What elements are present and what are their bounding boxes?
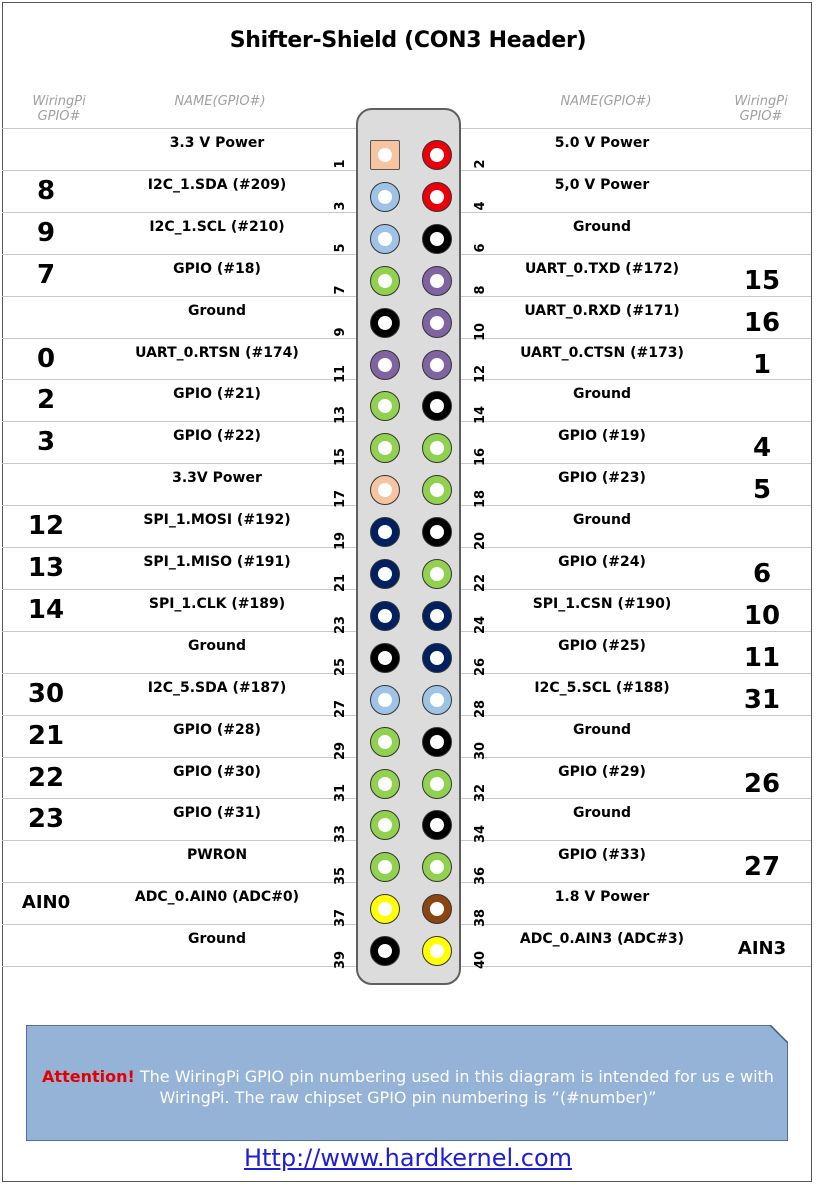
pin-27-contact [370, 685, 400, 715]
pin-39-number: 39 [333, 951, 348, 970]
col-header-name-right: NAME(GPIO#) [560, 94, 652, 109]
diagram-title: Shifter-Shield (CON3 Header) [229, 28, 587, 53]
pin-3-contact [370, 182, 400, 212]
pin-14-number: 14 [473, 406, 488, 425]
pin-29-number: 29 [333, 741, 348, 760]
pin-17-contact [370, 475, 400, 505]
pin-31-contact [370, 769, 400, 799]
pin-26-name: GPIO (#25) [558, 637, 646, 654]
pin-21-contact [370, 559, 400, 589]
pin-40-name: ADC_0.AIN3 (ADC#3) [519, 931, 685, 948]
pin-20-name: Ground [573, 512, 631, 529]
pin-6-number: 6 [473, 243, 488, 253]
pin-2-contact [422, 140, 452, 170]
pin-29-contact [370, 727, 400, 757]
pin-36-number: 36 [473, 867, 488, 886]
pin-7-number: 7 [333, 285, 348, 295]
pin-12-wiringpi: 1 [752, 349, 772, 380]
pin-37-name: ADC_0.AIN0 (ADC#0) [134, 889, 300, 906]
pin-26-wiringpi: 11 [743, 642, 781, 673]
pin-19-contact [370, 517, 400, 547]
pin-19-number: 19 [333, 532, 348, 551]
pin-25-number: 25 [333, 657, 348, 676]
pin-33-name: GPIO (#31) [173, 805, 261, 822]
pin-36-name: GPIO (#33) [558, 847, 646, 864]
pin-28-contact [422, 685, 452, 715]
pin-26-number: 26 [473, 657, 488, 676]
pin-14-name: Ground [573, 386, 631, 403]
pin-19-wiringpi: 12 [27, 511, 65, 542]
pin-24-wiringpi: 10 [743, 600, 781, 631]
pin-2-number: 2 [473, 159, 488, 169]
pin-31-name: GPIO (#30) [173, 763, 261, 780]
pin-9-name: Ground [188, 302, 246, 319]
pin-11-name: UART_0.RTSN (#174) [135, 344, 299, 361]
pin-27-name: I2C_5.SDA (#187) [147, 679, 287, 696]
pin-7-name: GPIO (#18) [173, 260, 261, 277]
pin-1-number: 1 [333, 159, 348, 169]
pin-29-wiringpi: 21 [27, 720, 65, 751]
pin-18-name: GPIO (#23) [558, 470, 646, 487]
attention-label: Attention! [42, 1067, 135, 1086]
pin-40-contact [422, 936, 452, 966]
pin-16-wiringpi: 4 [752, 433, 772, 464]
pin-21-wiringpi: 13 [27, 553, 65, 583]
pin-11-contact [370, 350, 400, 380]
pin-40-number: 40 [473, 951, 488, 970]
pin-35-number: 35 [333, 867, 348, 886]
pin-22-number: 22 [473, 573, 488, 593]
pin-12-contact [422, 350, 452, 380]
pin-30-contact [422, 727, 452, 757]
pin-8-wiringpi: 15 [743, 265, 781, 296]
pin-18-number: 18 [473, 490, 488, 509]
pin-40-wiringpi: AIN3 [737, 938, 787, 960]
pin-10-name: UART_0.RXD (#171) [524, 302, 680, 319]
pin-9-contact [370, 308, 400, 338]
pin-29-name: GPIO (#28) [173, 721, 261, 738]
pin-27-wiringpi: 30 [27, 678, 65, 709]
pin-22-contact [422, 559, 452, 589]
pin-4-number: 4 [473, 201, 488, 211]
pin-33-number: 33 [333, 825, 348, 844]
pin-19-name: SPI_1.MOSI (#192) [143, 512, 291, 529]
pin-20-contact [422, 517, 452, 547]
pin-28-wiringpi: 31 [743, 684, 781, 715]
pin-13-name: GPIO (#21) [173, 386, 261, 403]
pin-24-contact [422, 601, 452, 631]
pin-10-number: 10 [473, 322, 488, 341]
hardkernel-link[interactable]: Http://www.hardkernel.com [243, 1144, 573, 1172]
pin-32-wiringpi: 26 [743, 768, 781, 799]
pin-23-wiringpi: 14 [27, 594, 65, 625]
pin-7-wiringpi: 7 [36, 259, 56, 290]
pin-5-name: I2C_1.SCL (#210) [149, 218, 285, 235]
pin-11-number: 11 [333, 364, 348, 383]
pin-30-name: Ground [573, 721, 631, 738]
pin-25-name: Ground [188, 637, 246, 654]
pin-4-contact [422, 182, 452, 212]
attention-text: The WiringPi GPIO pin numbering used in this diagram is intended for us e with WiringPi. The raw chipset GPIO pin numbering is “(#number)” [134, 1067, 774, 1107]
pin-24-number: 24 [473, 615, 488, 634]
pin-36-wiringpi: 27 [743, 852, 781, 883]
pin-34-number: 34 [473, 825, 488, 844]
pin-1-contact [370, 140, 400, 170]
pin-21-number: 21 [333, 573, 348, 593]
pin-37-wiringpi: AIN0 [21, 892, 71, 914]
pin-20-number: 20 [473, 532, 488, 551]
col-header-name-left: NAME(GPIO#) [174, 94, 266, 109]
pin-39-contact [370, 936, 400, 966]
pin-8-contact [422, 266, 452, 296]
pin-13-number: 13 [333, 406, 348, 425]
pin-17-name: 3.3V Power [172, 470, 262, 487]
pin-21-name: SPI_1.MISO (#191) [143, 554, 291, 570]
pin-34-name: Ground [573, 805, 631, 822]
pin-16-name: GPIO (#19) [558, 428, 646, 445]
attention-note [40, 1066, 776, 1108]
pin-3-wiringpi: 8 [36, 175, 56, 206]
pin-18-contact [422, 475, 452, 505]
pin-25-contact [370, 643, 400, 673]
pin-37-contact [370, 894, 400, 924]
pin-32-name: GPIO (#29) [558, 763, 646, 780]
pin-28-number: 28 [473, 699, 488, 718]
pin-13-wiringpi: 2 [36, 385, 56, 416]
pin-8-name: UART_0.TXD (#172) [524, 260, 680, 277]
pin-18-wiringpi: 5 [752, 475, 772, 506]
pin-28-name: I2C_5.SCL (#188) [534, 679, 670, 696]
pin-23-contact [370, 601, 400, 631]
pin-32-contact [422, 769, 452, 799]
pin-15-number: 15 [333, 448, 348, 467]
pin-4-name: 5,0 V Power [554, 176, 650, 193]
pin-31-wiringpi: 22 [27, 762, 65, 793]
pin-30-number: 30 [473, 741, 488, 760]
pin-6-contact [422, 224, 452, 254]
pin-16-number: 16 [473, 448, 488, 467]
pin-5-contact [370, 224, 400, 254]
pin-1-name: 3.3 V Power [169, 135, 265, 151]
col-header-wiringpi-right: WiringPi GPIO# [734, 94, 788, 124]
pin-6-name: Ground [573, 218, 631, 235]
pin-5-number: 5 [333, 243, 348, 253]
pin-24-name: SPI_1.CSN (#190) [532, 595, 672, 612]
pin-37-number: 37 [333, 909, 348, 928]
col-header-wiringpi-left: WiringPi GPIO# [32, 94, 86, 124]
pin-5-wiringpi: 9 [36, 217, 56, 248]
pin-31-number: 31 [333, 783, 348, 802]
pin-38-contact [422, 894, 452, 924]
pin-22-name: GPIO (#24) [558, 554, 646, 570]
pin-12-number: 12 [473, 364, 488, 383]
pin-23-number: 23 [333, 615, 348, 634]
pin-12-name: UART_0.CTSN (#173) [520, 344, 684, 361]
pin-15-wiringpi: 3 [36, 427, 56, 458]
pin-33-wiringpi: 23 [27, 804, 65, 835]
pin-27-number: 27 [333, 699, 348, 718]
pin-10-wiringpi: 16 [743, 307, 781, 338]
pin-2-name: 5.0 V Power [554, 135, 650, 151]
pin-10-contact [422, 308, 452, 338]
pin-11-wiringpi: 0 [36, 343, 56, 374]
pin-35-name: PWRON [186, 847, 248, 864]
pin-7-contact [370, 266, 400, 296]
pin-32-number: 32 [473, 783, 488, 802]
pin-26-contact [422, 643, 452, 673]
pin-3-number: 3 [333, 201, 348, 211]
pin-3-name: I2C_1.SDA (#209) [147, 176, 287, 193]
pin-23-name: SPI_1.CLK (#189) [148, 595, 286, 612]
pin-38-number: 38 [473, 909, 488, 928]
pin-38-name: 1.8 V Power [554, 889, 650, 906]
pin-22-wiringpi: 6 [752, 559, 772, 589]
pin-9-number: 9 [333, 327, 348, 337]
pin-8-number: 8 [473, 285, 488, 295]
pin-17-number: 17 [333, 490, 348, 509]
pin-39-name: Ground [188, 931, 246, 948]
pin-15-name: GPIO (#22) [173, 428, 261, 445]
